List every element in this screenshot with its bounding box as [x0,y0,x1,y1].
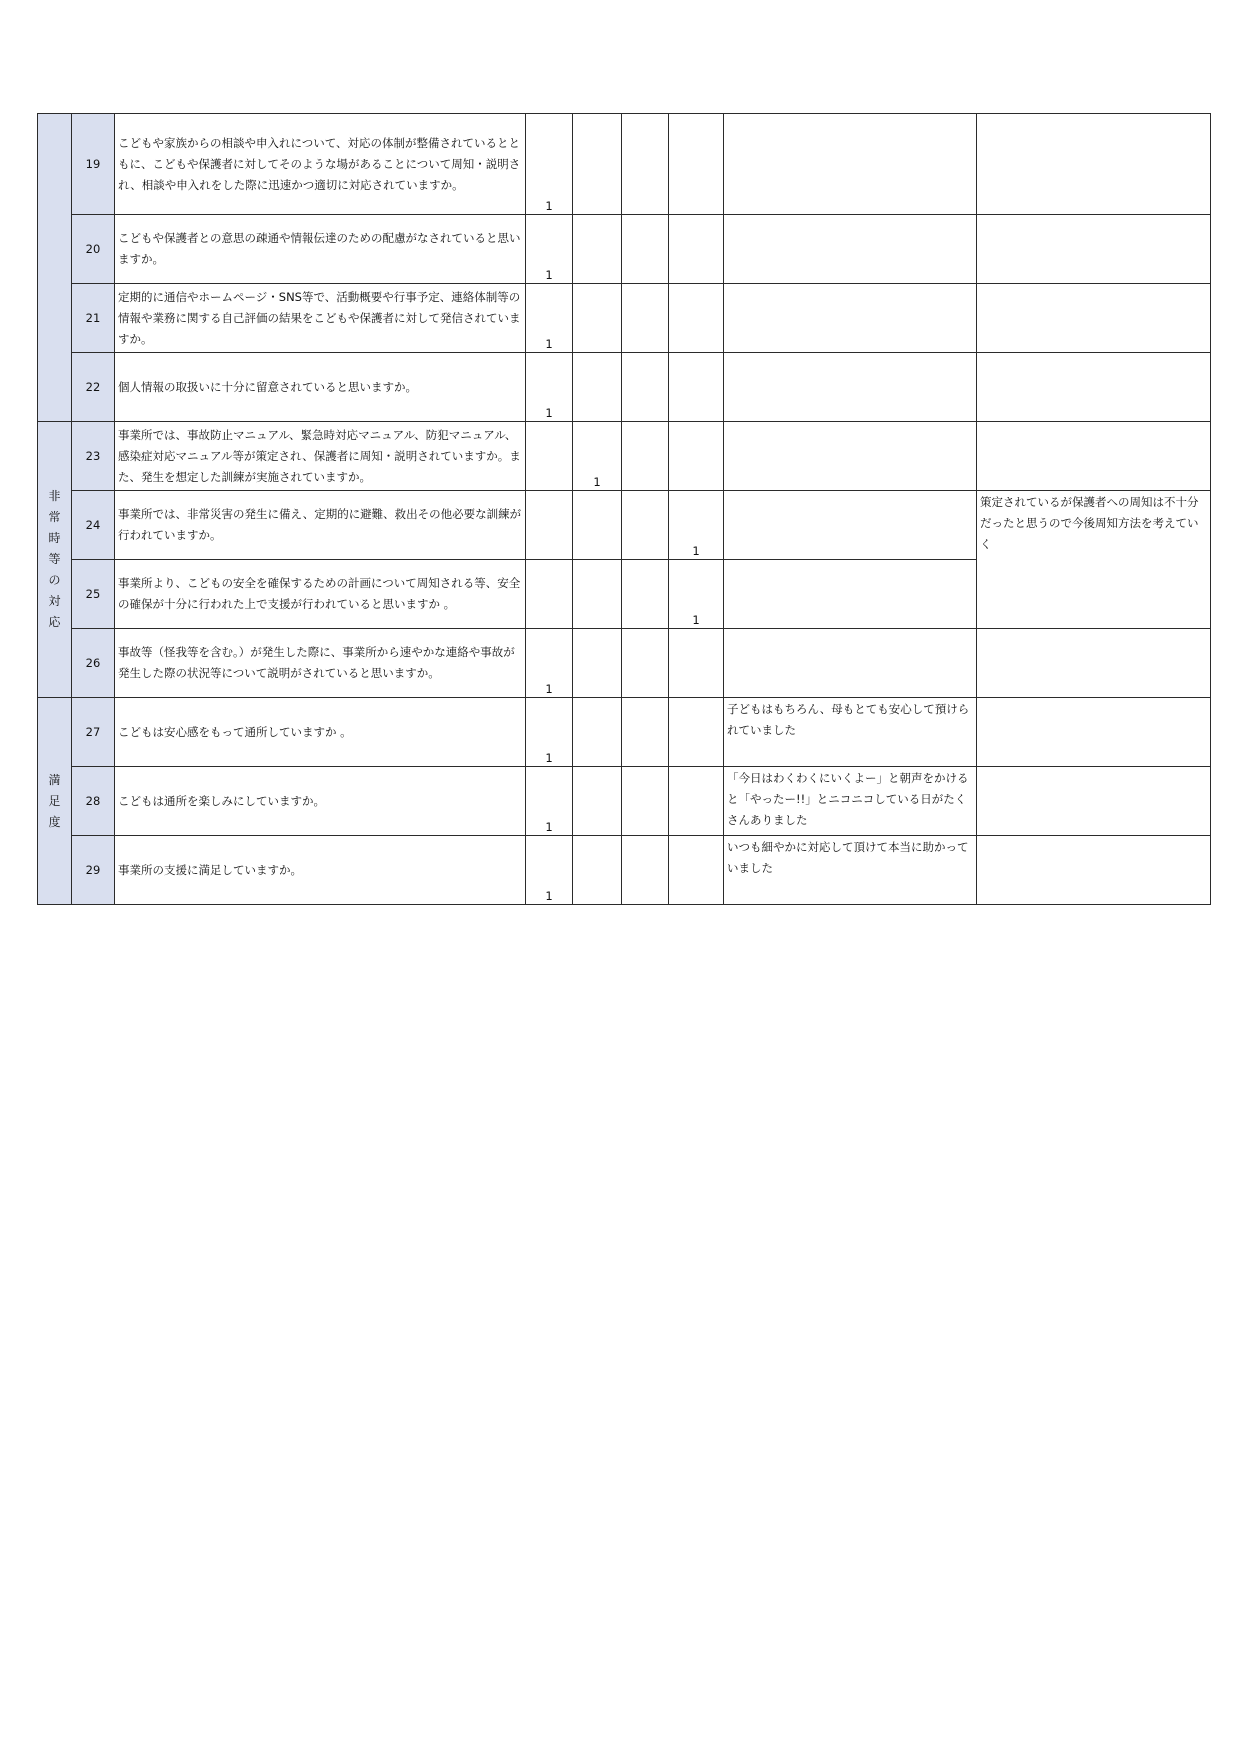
table-row [38,698,1211,767]
question-number: 27 [72,698,115,767]
table-row [38,491,1211,560]
question-text: こどもは安心感をもって通所していますか 。 [115,698,526,767]
question-number: 19 [72,114,115,215]
guardian-comment [724,491,977,560]
count-no [622,767,669,836]
question-number: 26 [72,629,115,698]
guardian-comment [724,114,977,215]
count-yes: 1 [526,114,573,215]
count-neutral [573,284,622,353]
table-row [38,767,1211,836]
count-neutral [573,215,622,284]
evaluation-table [37,113,1211,905]
count-neutral: 1 [573,422,622,491]
count-yes: 1 [526,698,573,767]
count-unknown [669,836,724,905]
count-no [622,353,669,422]
count-yes [526,560,573,629]
question-text: 事業所では、事故防止マニュアル、緊急時対応マニュアル、防犯マニュアル、感染症対応マニュアル等が策定され、保護者に周知・説明されていますか。また、発生を想定した訓練が実施されていますか。 [115,422,526,491]
count-unknown: 1 [669,491,724,560]
count-no [622,114,669,215]
question-text: 事故等（怪我等を含む。）が発生した際に、事業所から速やかな連絡や事故が発生した際の状況等について説明がされていると思いますか。 [115,629,526,698]
count-no [622,629,669,698]
count-neutral [573,353,622,422]
count-no [622,284,669,353]
table-row [38,114,1211,215]
facility-response [977,114,1211,215]
count-yes: 1 [526,215,573,284]
category-emergency: 非常時等の対応 [38,422,72,698]
count-neutral [573,767,622,836]
guardian-comment [724,284,977,353]
facility-response: 策定されているが保護者への周知は不十分だったと思うので今後周知方法を考えていく [977,491,1211,629]
table-row [38,215,1211,284]
count-no [622,215,669,284]
question-number: 25 [72,560,115,629]
question-text: 事業所では、非常災害の発生に備え、定期的に避難、救出その他必要な訓練が行われていますか。 [115,491,526,560]
guardian-comment [724,560,977,629]
count-unknown [669,284,724,353]
guardian-comment: 子どもはもちろん、母もとても安心して預けられていました [724,698,977,767]
facility-response [977,698,1211,767]
count-yes: 1 [526,284,573,353]
table-row [38,284,1211,353]
count-unknown: 1 [669,560,724,629]
facility-response [977,836,1211,905]
count-no [622,560,669,629]
count-neutral [573,629,622,698]
count-neutral [573,836,622,905]
table-row [38,353,1211,422]
question-text: こどもや保護者との意思の疎通や情報伝達のための配慮がなされていると思いますか。 [115,215,526,284]
question-text: 事業所の支援に満足していますか。 [115,836,526,905]
question-number: 24 [72,491,115,560]
facility-response [977,629,1211,698]
count-unknown [669,698,724,767]
guardian-comment [724,215,977,284]
count-unknown [669,353,724,422]
count-unknown [669,629,724,698]
count-no [622,422,669,491]
question-number: 29 [72,836,115,905]
count-unknown [669,767,724,836]
guardian-comment [724,422,977,491]
facility-response [977,767,1211,836]
count-neutral [573,114,622,215]
table-row [38,629,1211,698]
table-row [38,422,1211,491]
question-number: 22 [72,353,115,422]
facility-response [977,215,1211,284]
guardian-comment: いつも細やかに対応して頂けて本当に助かっていました [724,836,977,905]
question-text: 事業所より、こどもの安全を確保するための計画について周知される等、安全の確保が十分に行われた上で支援が行われていると思いますか 。 [115,560,526,629]
category-satisfaction: 満足度 [38,698,72,905]
guardian-comment: 「今日はわくわくにいくよー」と朝声をかけると「やったー!!」とニコニコしている日がたくさんありました [724,767,977,836]
count-neutral [573,560,622,629]
count-yes [526,491,573,560]
question-number: 21 [72,284,115,353]
question-text: 個人情報の取扱いに十分に留意されていると思いますか。 [115,353,526,422]
table-row [38,836,1211,905]
question-number: 23 [72,422,115,491]
facility-response [977,284,1211,353]
count-yes: 1 [526,353,573,422]
question-text: こどもは通所を楽しみにしていますか。 [115,767,526,836]
count-neutral [573,491,622,560]
count-neutral [573,698,622,767]
question-number: 20 [72,215,115,284]
guardian-comment [724,629,977,698]
count-unknown [669,422,724,491]
count-unknown [669,114,724,215]
count-unknown [669,215,724,284]
category-cell-continued [38,114,72,422]
count-yes: 1 [526,836,573,905]
question-text: 定期的に通信やホームページ・SNS等で、活動概要や行事予定、連絡体制等の情報や業務に関する自己評価の結果をこどもや保護者に対して発信されていますか。 [115,284,526,353]
guardian-comment [724,353,977,422]
question-text: こどもや家族からの相談や申入れについて、対応の体制が整備されているとともに、こどもや保護者に対してそのような場があることについて周知・説明され、相談や申入れをした際に迅速かつ適切に対応されていますか。 [115,114,526,215]
count-yes [526,422,573,491]
count-yes: 1 [526,629,573,698]
count-no [622,836,669,905]
count-no [622,491,669,560]
count-no [622,698,669,767]
facility-response [977,353,1211,422]
count-yes: 1 [526,767,573,836]
question-number: 28 [72,767,115,836]
facility-response [977,422,1211,491]
